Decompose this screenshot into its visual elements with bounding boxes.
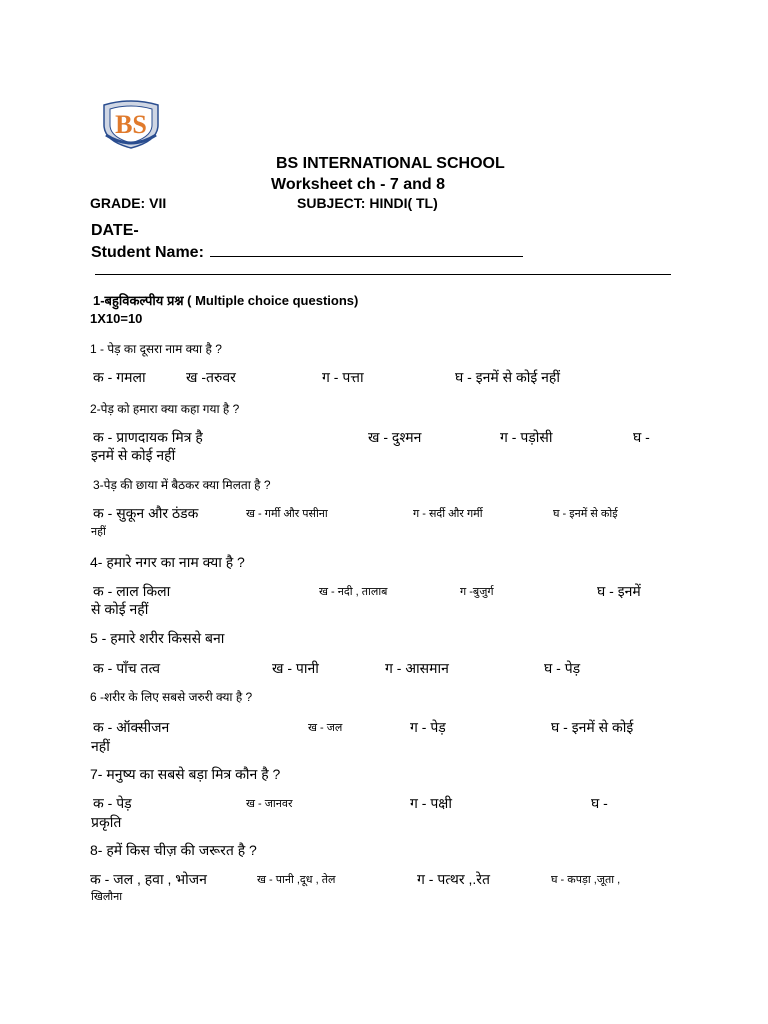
q1-option-c: ग - पत्ता [322, 369, 364, 385]
worksheet-title: Worksheet ch - 7 and 8 [271, 176, 445, 193]
question-3: 3-पेड़ की छाया में बैठकर क्या मिलता है ? [93, 478, 271, 492]
question-8: 8- हमें किस चीज़ की जरूरत है ? [90, 842, 257, 858]
q6-option-a: क - ऑक्सीजन [93, 719, 170, 735]
question-1: 1 - पेड़ का दूसरा नाम क्या है ? [90, 342, 222, 356]
question-7: 7- मनुष्य का सबसे बड़ा मित्र कौन है ? [90, 766, 281, 782]
q6-option-d: घ - इनमें से कोई [551, 719, 634, 735]
question-4: 4- हमारे नगर का नाम क्या है ? [90, 554, 245, 570]
q3-option-a: क - सुकून और ठंडक [93, 505, 199, 521]
q2-option-d: घ - [633, 429, 650, 445]
date-label: DATE- [91, 222, 139, 239]
q8-option-a: क - जल , हवा , भोजन [90, 871, 207, 887]
q6-option-d-cont: नहीं [91, 738, 110, 754]
q1-option-d: घ - इनमें से कोई नहीं [455, 369, 560, 385]
q4-option-c: ग -बुजुर्ग [460, 586, 494, 598]
q8-option-b: ख - पानी ,दूध , तेल [257, 874, 336, 886]
q1-option-b: ख -तरुवर [186, 369, 236, 385]
divider-line [95, 274, 671, 275]
q3-option-d-cont: नहीं [91, 526, 106, 538]
q5-option-a: क - पाँच तत्व [93, 660, 161, 676]
q6-option-c: ग - पेड़ [410, 719, 446, 735]
q5-option-c: ग - आसमान [385, 660, 449, 676]
q3-option-d: घ - इनमें से कोई [553, 508, 618, 520]
q4-option-a: क - लाल किला [93, 583, 171, 599]
q8-option-d-cont: खिलौना [91, 891, 123, 903]
q4-option-b: ख - नदी , तालाब [319, 586, 388, 598]
q7-option-d-cont: प्रकृति [91, 814, 122, 830]
q2-option-c: ग - पड़ोसी [500, 429, 553, 445]
q3-option-b: ख - गर्मी और पसीना [246, 508, 328, 520]
q4-option-d-cont: से कोई नहीं [91, 601, 149, 617]
subject-label: SUBJECT: HINDI( TL) [297, 195, 438, 211]
q7-option-d: घ - [591, 795, 608, 811]
q8-option-d: घ - कपड़ा ,जूता , [551, 874, 621, 886]
logo-lettering: BS [115, 110, 147, 139]
student-name-field [91, 242, 523, 262]
school-name: BS INTERNATIONAL SCHOOL [276, 155, 505, 172]
question-2: 2-पेड़ को हमारा क्या कहा गया है ? [90, 402, 240, 416]
section-title: 1-बहुविकल्पीय प्रश्न ( Multiple choice questions) [93, 293, 359, 308]
q5-option-d: घ - पेड़ [544, 660, 581, 676]
student-name-label: Student Name: [91, 244, 204, 261]
question-5: 5 - हमारे शरीर किससे बना [90, 630, 225, 646]
grade-label: GRADE: VII [90, 195, 167, 211]
q2-option-a: क - प्राणदायक मित्र है [93, 429, 203, 445]
q5-option-b: ख - पानी [272, 660, 319, 676]
q2-option-d-cont: इनमें से कोई नहीं [91, 447, 176, 463]
q8-option-c: ग - पत्थर ,.रेत [417, 871, 490, 887]
student-name-blank[interactable] [210, 242, 523, 257]
q1-option-a: क - गमला [93, 369, 146, 385]
school-logo [100, 97, 162, 149]
question-6: 6 -शरीर के लिए सबसे जरुरी क्या है ? [90, 690, 253, 704]
q2-option-b: ख - दुश्मन [368, 429, 422, 445]
q7-option-a: क - पेड़ [93, 795, 132, 811]
q7-option-b: ख - जानवर [246, 798, 293, 810]
q3-option-c: ग - सर्दी और गर्मी [413, 508, 483, 520]
q7-option-c: ग - पक्षी [410, 795, 452, 811]
q6-option-b: ख - जल [308, 722, 343, 734]
q4-option-d: घ - इनमें [597, 583, 641, 599]
section-marks: 1X10=10 [90, 311, 143, 326]
